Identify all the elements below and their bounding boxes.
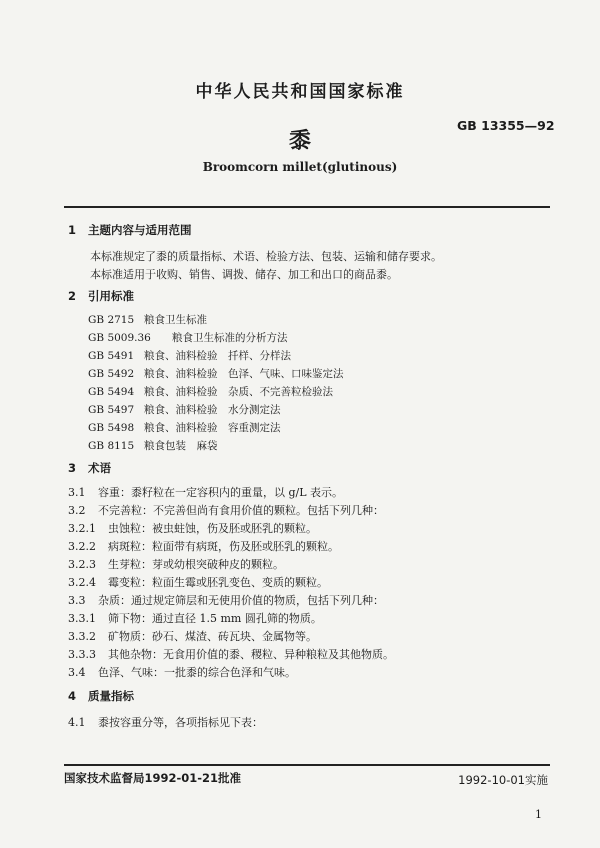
reference-title: 粮食、油料检验 容重测定法	[144, 422, 281, 434]
reference-item	[88, 312, 207, 327]
approval-line: 国家技术监督局1992-01-21批准	[64, 771, 242, 785]
term-item	[68, 664, 296, 680]
page-title: 黍	[288, 129, 311, 154]
reference-item	[88, 330, 288, 345]
term-item	[68, 592, 384, 608]
section-4-heading	[68, 688, 134, 704]
term-item	[68, 610, 322, 626]
term-text: 筛下物：通过直径 1.5 mm 圆孔筛的物质。	[108, 612, 322, 625]
footer-divider	[64, 764, 550, 766]
term-item	[68, 538, 339, 554]
term-number: 3.2.3	[68, 558, 96, 571]
term-item	[68, 628, 317, 644]
reference-title: 粮食、油料检验 杂质、不完善粒检验法	[144, 386, 333, 398]
section-2-heading	[68, 288, 134, 304]
term-text: 病斑粒：粒面带有病斑，伤及胚或胚乳的颗粒。	[108, 540, 339, 553]
section-number: 1	[68, 223, 77, 237]
effective-date: 1992-10-01实施	[458, 773, 548, 787]
reference-item	[88, 420, 281, 435]
term-number: 3.2.1	[68, 522, 96, 535]
standard-code: GB 13355—92	[457, 118, 555, 133]
quality-text: 黍按容重分等，各项指标见下表：	[98, 716, 263, 729]
term-text: 色泽、气味：一批黍的综合色泽和气味。	[98, 666, 296, 679]
reference-code: GB 5494	[88, 386, 135, 398]
term-number: 3.3.3	[68, 648, 96, 661]
reference-title: 粮食卫生标准	[144, 314, 207, 326]
section-1-paragraph-2: 本标准适用于收购、销售、调拨、储存、加工和出口的商品黍。	[90, 268, 398, 281]
term-text: 矿物质：砂石、煤渣、砖瓦块、金属物等。	[108, 630, 317, 643]
reference-title: 粮食、油料检验 色泽、气味、口味鉴定法	[144, 368, 344, 380]
term-text: 容重：黍籽粒在一定容积内的重量，以 g/L 表示。	[98, 486, 344, 499]
quality-item	[68, 714, 263, 730]
section-1-paragraph-1: 本标准规定了黍的质量指标、术语、检验方法、包装、运输和储存要求。	[90, 250, 442, 263]
term-item	[68, 520, 317, 536]
term-text: 生芽粒：芽或幼根突破种皮的颗粒。	[108, 558, 284, 571]
reference-item	[88, 366, 344, 381]
reference-code: GB 5492	[88, 368, 135, 380]
reference-code: GB 5498	[88, 422, 135, 434]
reference-code: GB 5491	[88, 350, 135, 362]
section-3-heading	[68, 460, 111, 476]
reference-code: GB 2715	[88, 314, 135, 326]
term-number: 3.3	[68, 594, 86, 607]
term-text: 不完善粒：不完善但尚有食用价值的颗粒。包括下列几种：	[98, 504, 384, 517]
section-title: 质量指标	[88, 689, 134, 703]
term-number: 3.2	[68, 504, 86, 517]
term-text: 虫蚀粒：被虫蛀蚀，伤及胚或胚乳的颗粒。	[108, 522, 317, 535]
quality-number: 4.1	[68, 716, 86, 729]
section-number: 3	[68, 461, 77, 475]
term-item	[68, 484, 343, 500]
section-number: 4	[68, 689, 77, 703]
reference-code: GB 5009.36	[88, 332, 151, 344]
term-number: 3.3.1	[68, 612, 96, 625]
english-title: Broomcorn millet(glutinous)	[202, 160, 398, 174]
term-item	[68, 646, 394, 662]
issuing-authority: 中华人民共和国国家标准	[195, 82, 405, 102]
term-item	[68, 574, 328, 590]
reference-code: GB 5497	[88, 404, 135, 416]
page-number: 1	[535, 808, 542, 821]
term-number: 3.1	[68, 486, 86, 499]
section-title: 术语	[88, 461, 111, 475]
header-divider	[64, 206, 550, 208]
term-text: 其他杂物：无食用价值的黍、稷粒、异种粮粒及其他物质。	[108, 648, 394, 661]
reference-item	[88, 438, 218, 453]
section-title: 主题内容与适用范围	[88, 223, 192, 237]
term-text: 霉变粒：粒面生霉或胚乳变色、变质的颗粒。	[108, 576, 328, 589]
reference-title: 粮食、油料检验 水分测定法	[144, 404, 281, 416]
reference-item	[88, 348, 291, 363]
section-1-heading	[68, 222, 192, 238]
term-item	[68, 556, 284, 572]
section-title: 引用标准	[88, 289, 134, 303]
term-number: 3.2.4	[68, 576, 96, 589]
term-number: 3.2.2	[68, 540, 96, 553]
term-number: 3.4	[68, 666, 86, 679]
reference-item	[88, 402, 281, 417]
term-item	[68, 502, 384, 518]
term-number: 3.3.2	[68, 630, 96, 643]
reference-code: GB 8115	[88, 440, 135, 452]
reference-item	[88, 384, 333, 399]
reference-title: 粮食、油料检验 扦样、分样法	[144, 350, 291, 362]
reference-title: 粮食包装 麻袋	[144, 440, 218, 452]
reference-title: 粮食卫生标准的分析方法	[172, 332, 288, 344]
section-number: 2	[68, 289, 77, 303]
term-text: 杂质：通过规定筛层和无使用价值的物质，包括下列几种：	[98, 594, 384, 607]
